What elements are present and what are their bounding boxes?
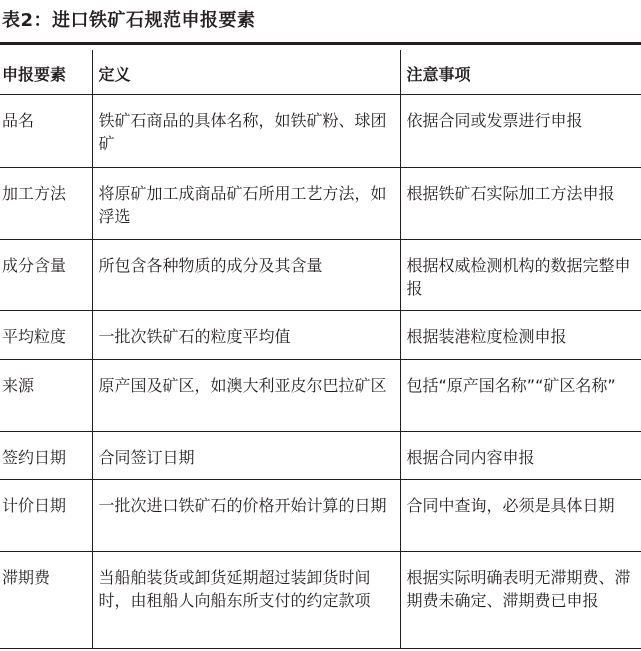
definition-cell: 当船舶装货或卸货延期超过装卸货时间时，由租船人向船东所支付的约定款项 [92, 551, 400, 648]
header-definition: 定义 [92, 50, 400, 94]
table-row [0, 359, 641, 431]
element-cell: 品名 [0, 94, 92, 167]
top-rule [0, 42, 641, 45]
element-cell: 签约日期 [0, 431, 92, 479]
element-cell: 加工方法 [0, 167, 92, 239]
element-cell: 来源 [0, 359, 92, 431]
definition-cell: 一批次铁矿石的粒度平均值 [92, 310, 400, 359]
notes-cell: 根据装港粒度检测申报 [400, 310, 641, 359]
definition-cell: 原产国及矿区，如澳大利亚皮尔巴拉矿区 [92, 359, 400, 431]
table-row [0, 431, 641, 479]
notes-cell: 根据铁矿石实际加工方法申报 [400, 167, 641, 239]
definition-cell: 一批次进口铁矿石的价格开始计算的日期 [92, 479, 400, 551]
notes-cell: 包括“原产国名称”“矿区名称” [400, 359, 641, 431]
table-row [0, 479, 641, 551]
table-row [0, 551, 641, 648]
notes-cell: 合同中查询，必须是具体日期 [400, 479, 641, 551]
definition-cell: 所包含各种物质的成分及其含量 [92, 239, 400, 310]
table-row [0, 310, 641, 359]
notes-cell: 依据合同或发票进行申报 [400, 94, 641, 167]
element-cell: 计价日期 [0, 479, 92, 551]
table-title: 表2：进口铁矿石规范申报要素 [2, 10, 256, 31]
element-cell: 滞期费 [0, 551, 92, 648]
table-row [0, 239, 641, 310]
notes-cell: 根据实际明确表明无滞期费、滞期费未确定、滞期费已申报 [400, 551, 641, 648]
declaration-elements-table [0, 50, 641, 649]
header-notes: 注意事项 [400, 50, 641, 94]
notes-cell: 根据合同内容申报 [400, 431, 641, 479]
element-cell: 成分含量 [0, 239, 92, 310]
table-row [0, 167, 641, 239]
definition-cell: 将原矿加工成商品矿石所用工艺方法，如浮选 [92, 167, 400, 239]
header-row [0, 50, 641, 94]
definition-cell: 合同签订日期 [92, 431, 400, 479]
element-cell: 平均粒度 [0, 310, 92, 359]
header-element: 申报要素 [0, 50, 92, 94]
notes-cell: 根据权威检测机构的数据完整申报 [400, 239, 641, 310]
table-row [0, 94, 641, 167]
definition-cell: 铁矿石商品的具体名称，如铁矿粉、球团矿 [92, 94, 400, 167]
